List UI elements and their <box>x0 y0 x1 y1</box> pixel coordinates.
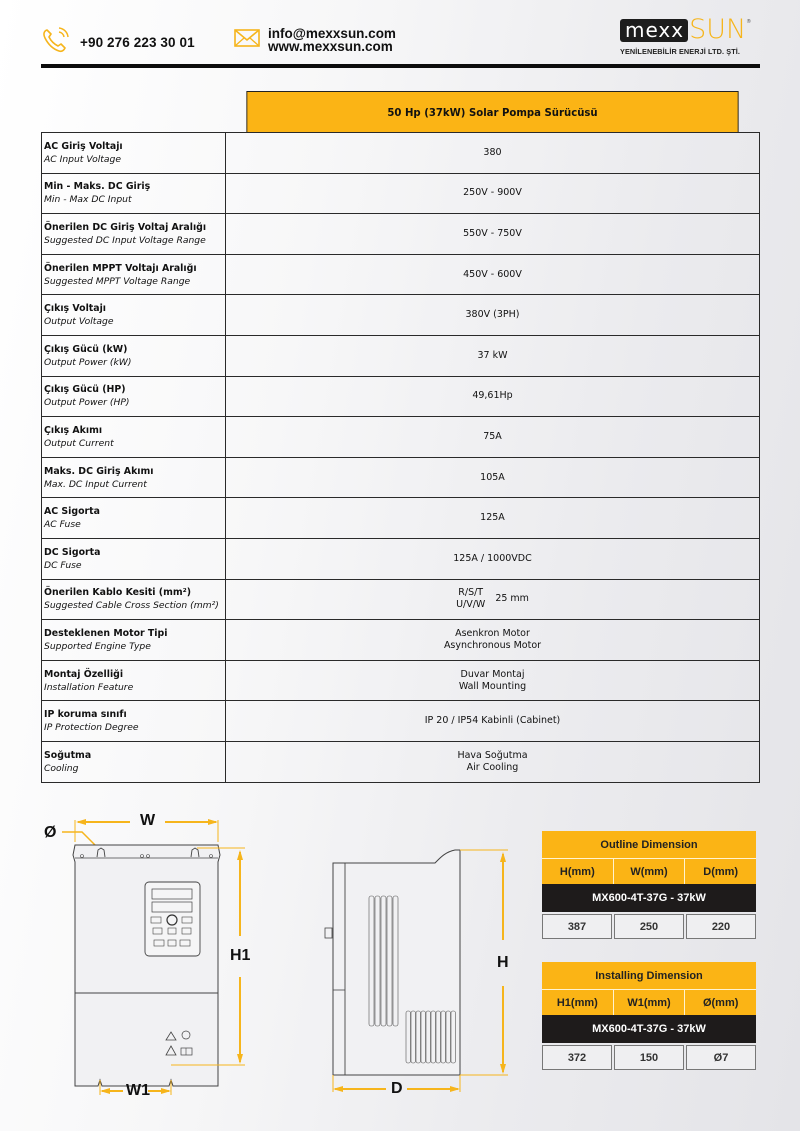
spec-label-tr: AC Sigorta <box>44 506 100 518</box>
table-row <box>42 133 760 174</box>
logo-subtitle: YENİLENEBİLİR ENERJİ LTD. ŞTİ. <box>620 47 741 56</box>
label-d: D <box>391 1080 403 1097</box>
spec-value: 250V - 900V <box>226 173 760 214</box>
spec-value <box>226 620 760 661</box>
spec-value-en: Wall Mounting <box>458 680 527 692</box>
spec-value: IP 20 / IP54 Kabinli (Cabinet) <box>226 701 760 742</box>
spec-value-en: Air Cooling <box>466 761 519 773</box>
spec-value-tr: Hava Soğutma <box>457 749 528 761</box>
spec-label-tr: AC Giriş Voltajı <box>44 140 123 152</box>
spec-value <box>226 660 760 701</box>
spec-value: 380V (3PH) <box>226 295 760 336</box>
spec-label-en: Output Power (kW) <box>44 356 132 368</box>
spec-value <box>226 579 760 620</box>
spec-label-en: Installation Feature <box>44 681 134 693</box>
contact-email <box>234 27 396 53</box>
column-header: H(mm) <box>559 865 595 878</box>
spec-label-tr: Önerilen DC Giriş Voltaj Aralığı <box>44 221 207 233</box>
spec-label-tr: Soğutma <box>44 749 92 761</box>
spec-table <box>41 132 760 783</box>
spec-label-tr: Min - Maks. DC Giriş <box>44 181 151 193</box>
dimension-value: 220 <box>686 914 756 939</box>
label-h1: H1 <box>230 947 251 964</box>
spec-label-en: Suggested DC Input Voltage Range <box>44 234 206 246</box>
outline-dimension-title: Outline Dimension <box>542 831 756 858</box>
spec-label-en: Max. DC Input Current <box>44 478 147 490</box>
spec-value: 75A <box>226 417 760 458</box>
label-w1: W1 <box>126 1082 150 1099</box>
model-name: MX600-4T-37G - 37kW <box>542 884 756 912</box>
table-row <box>42 173 760 214</box>
spec-value: 380 <box>226 133 760 174</box>
contact-phone <box>42 27 195 57</box>
table-row <box>42 457 760 498</box>
spec-label-en: Output Voltage <box>44 316 114 328</box>
column-header: D(mm) <box>684 859 756 884</box>
spec-value-tr: Asenkron Motor <box>455 627 530 639</box>
table-row <box>42 660 760 701</box>
spec-label-tr: Çıkış Voltajı <box>44 303 107 315</box>
installing-dimension-title: Installing Dimension <box>542 962 756 989</box>
spec-label-tr: Çıkış Gücü (HP) <box>44 384 126 396</box>
spec-label-en: Output Power (HP) <box>44 397 130 409</box>
column-header: H1(mm) <box>556 996 598 1009</box>
table-row <box>42 417 760 458</box>
spec-value-tr: Duvar Montaj <box>460 668 525 680</box>
phone-icon <box>42 27 72 57</box>
table-row <box>42 620 760 661</box>
cable-terminals-input: R/S/T <box>458 587 484 599</box>
envelope-icon <box>234 28 260 52</box>
website-link[interactable]: www.mexxsun.com <box>268 39 393 54</box>
spec-label-tr: Montaj Özelliği <box>44 668 124 680</box>
label-hole-diameter: Ø <box>44 824 57 841</box>
column-header: Ø(mm) <box>684 990 756 1015</box>
spec-label-en: Suggested Cable Cross Section (mm²) <box>44 600 219 612</box>
label-h: H <box>497 954 509 971</box>
dimension-value: 150 <box>614 1045 684 1070</box>
product-title: 50 Hp (37kW) Solar Pompa Sürücüsü <box>246 91 738 133</box>
spec-label-tr: Maks. DC Giriş Akımı <box>44 465 154 477</box>
spec-value: 37 kW <box>226 335 760 376</box>
column-header: W(mm) <box>613 859 685 884</box>
spec-label-en: Min - Max DC Input <box>44 194 132 206</box>
spec-label-en: Suggested MPPT Voltage Range <box>44 275 191 287</box>
spec-value: 49,61Hp <box>226 376 760 417</box>
dimension-value: 250 <box>614 914 684 939</box>
dimension-value: 372 <box>542 1045 612 1070</box>
spec-label-en: Cooling <box>44 762 79 774</box>
table-row <box>42 376 760 417</box>
spec-label-en: IP Protection Degree <box>44 722 139 734</box>
phone-number[interactable]: +90 276 223 30 01 <box>80 34 195 50</box>
spec-label-en: AC Input Voltage <box>44 153 121 165</box>
table-row <box>42 254 760 295</box>
spec-label-en: AC Fuse <box>44 519 81 531</box>
spec-label-en: DC Fuse <box>44 559 82 571</box>
column-header: W1(mm) <box>613 990 685 1015</box>
spec-value: 450V - 600V <box>226 254 760 295</box>
registered-mark: ® <box>746 19 752 25</box>
dimension-value: Ø7 <box>686 1045 756 1070</box>
spec-value: 125A / 1000VDC <box>226 538 760 579</box>
front-view-drawing <box>40 810 260 1100</box>
table-row <box>42 538 760 579</box>
spec-label-tr: Desteklenen Motor Tipi <box>44 627 168 639</box>
email-link[interactable]: info@mexxsun.com <box>268 26 396 41</box>
cable-terminals-output: U/V/W <box>456 599 486 611</box>
label-w: W <box>140 812 156 829</box>
spec-label-tr: Çıkış Akımı <box>44 424 103 436</box>
spec-value: 105A <box>226 457 760 498</box>
logo-mexx: mexx <box>620 19 688 42</box>
table-row <box>42 214 760 255</box>
table-row <box>42 579 760 620</box>
side-view-drawing <box>320 830 530 1100</box>
spec-value <box>226 741 760 782</box>
header-divider <box>41 64 760 68</box>
spec-value: 125A <box>226 498 760 539</box>
spec-label-tr: Önerilen Kablo Kesiti (mm²) <box>44 587 191 599</box>
table-row <box>42 498 760 539</box>
table-row <box>42 295 760 336</box>
spec-label-en: Supported Engine Type <box>44 640 151 652</box>
spec-value-en: Asynchronous Motor <box>443 639 542 651</box>
outline-dimension-table <box>542 831 756 939</box>
table-row <box>42 741 760 782</box>
table-row <box>42 335 760 376</box>
spec-label-tr: DC Sigorta <box>44 546 101 558</box>
installing-dimension-table <box>542 962 756 1070</box>
dimension-value: 387 <box>542 914 612 939</box>
table-row <box>42 701 760 742</box>
spec-label-en: Output Current <box>44 437 114 449</box>
model-name: MX600-4T-37G - 37kW <box>542 1015 756 1043</box>
spec-value: 550V - 750V <box>226 214 760 255</box>
cable-size: 25 mm <box>495 593 529 605</box>
spec-label-tr: IP koruma sınıfı <box>44 709 127 721</box>
spec-label-tr: Çıkış Gücü (kW) <box>44 343 128 355</box>
spec-label-tr: Önerilen MPPT Voltajı Aralığı <box>44 262 197 274</box>
logo-sun: SUN <box>689 14 747 45</box>
company-logo <box>620 14 760 56</box>
